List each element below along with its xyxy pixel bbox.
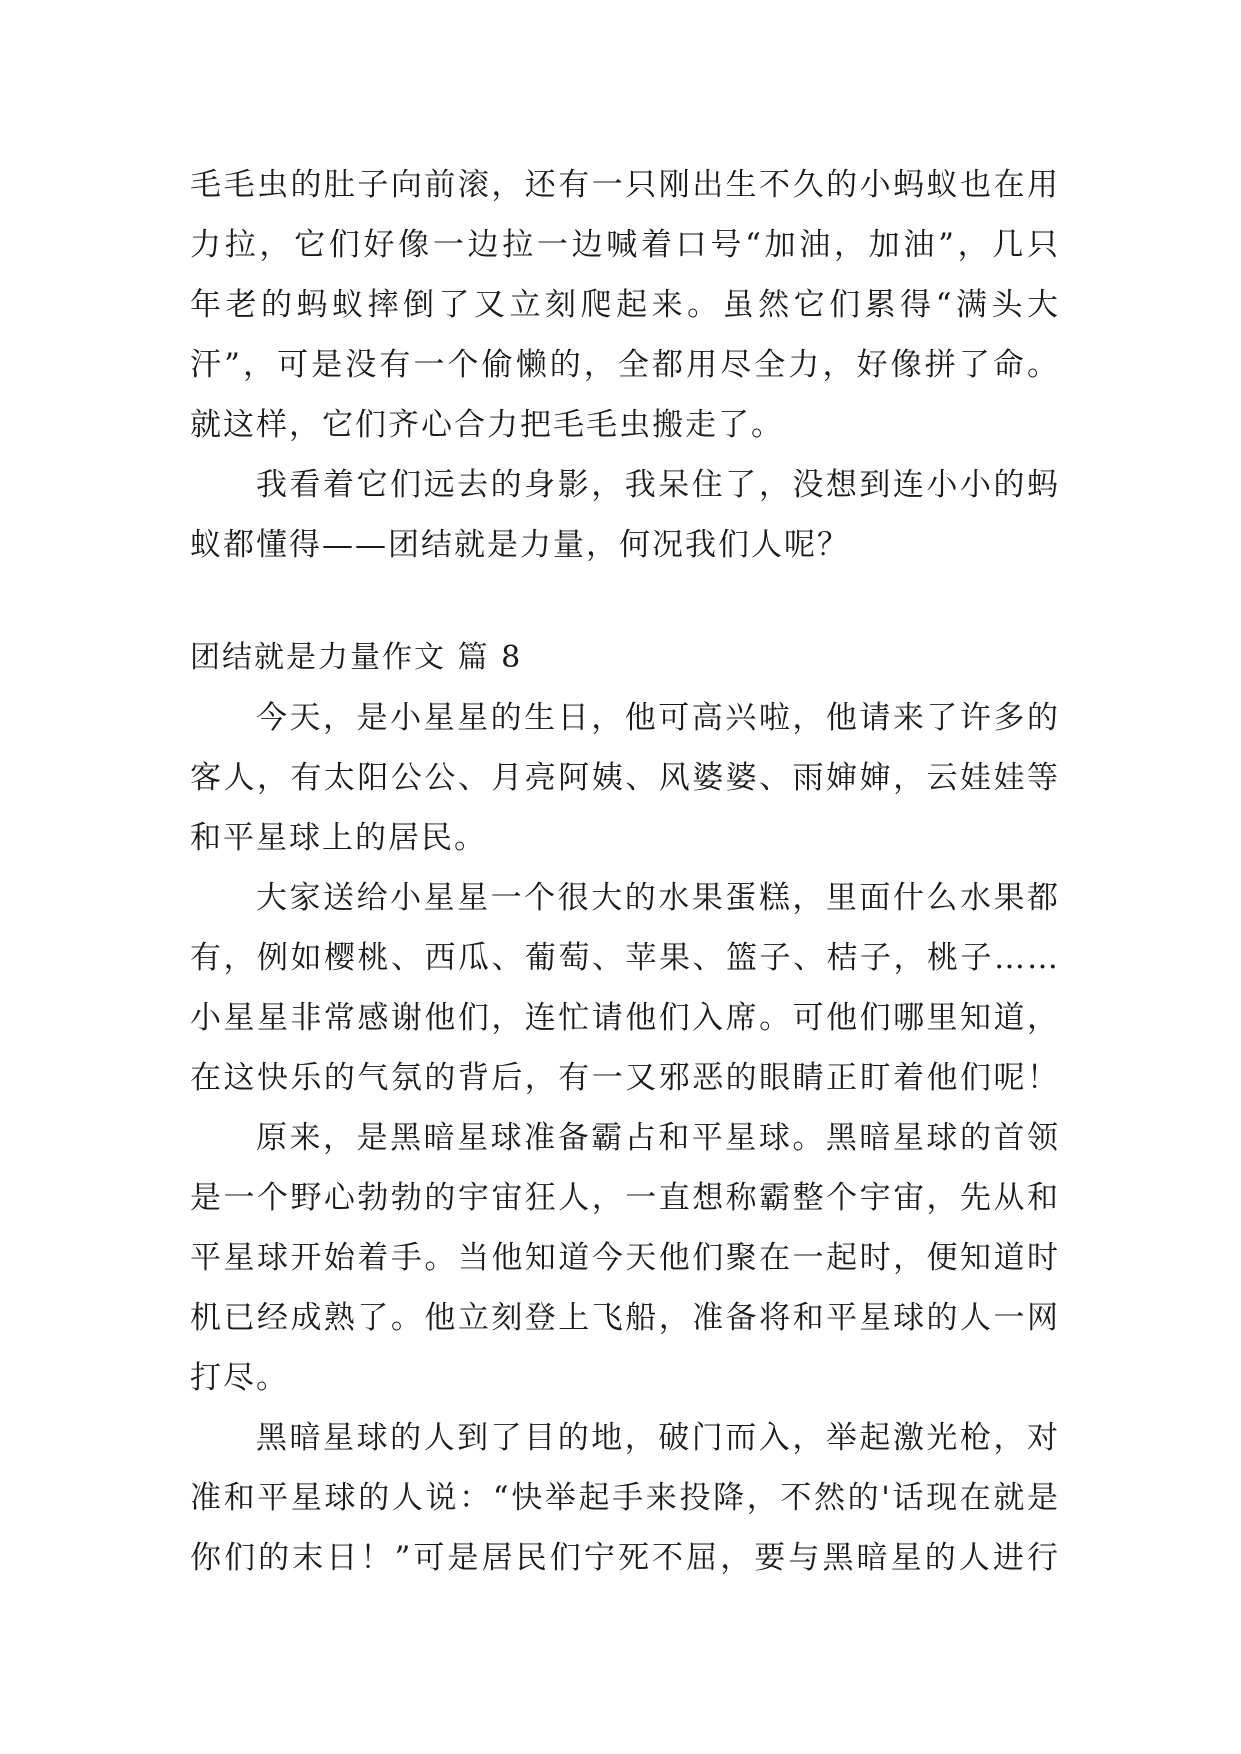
text-line: 有，例如樱桃、西瓜、葡萄、苹果、篮子、桔子，桃子……	[190, 940, 1060, 976]
text-line: 你们的末日！”可是居民们宁死不屈，要与黑暗星的人进行	[190, 1540, 1060, 1576]
section-heading: 团结就是力量作文 篇 8	[190, 640, 523, 675]
text-line: 力拉，它们好像一边拉一边喊着口号“加油，加油”，几只	[190, 227, 1060, 263]
text-line: 蚁都懂得——团结就是力量，何况我们人呢？	[190, 527, 850, 563]
text-line: 就这样，它们齐心合力把毛毛虫搬走了。	[190, 407, 784, 443]
paragraph	[190, 688, 1060, 868]
section-spacer	[190, 575, 1060, 628]
paragraph	[190, 1408, 1060, 1588]
text-line: 年老的蚂蚁摔倒了又立刻爬起来。虽然它们累得“满头大	[190, 287, 1060, 323]
text-line: 原来，是黑暗星球准备霸占和平星球。黑暗星球的首领	[256, 1120, 1060, 1156]
text-line: 汗”，可是没有一个偷懒的，全都用尽全力，好像拼了命。	[190, 347, 1060, 383]
paragraph	[190, 155, 1060, 455]
text-line: 今天，是小星星的生日，他可高兴啦，他请来了许多的	[256, 700, 1060, 736]
text-line: 在这快乐的气氛的背后，有一又邪恶的眼睛正盯着他们呢！	[190, 1060, 1060, 1096]
text-line: 准和平星球的人说：“快举起手来投降，不然的'话现在就是	[190, 1480, 1060, 1516]
text-line: 机已经成熟了。他立刻登上飞船，准备将和平星球的人一网	[190, 1300, 1060, 1336]
text-line: 大家送给小星星一个很大的水果蛋糕，里面什么水果都	[256, 880, 1060, 916]
text-line: 小星星非常感谢他们，连忙请他们入席。可他们哪里知道，	[190, 1000, 1060, 1036]
text-line: 是一个野心勃勃的宇宙狂人，一直想称霸整个宇宙，先从和	[190, 1180, 1060, 1216]
text-line: 毛毛虫的肚子向前滚，还有一只刚出生不久的小蚂蚁也在用	[190, 167, 1060, 203]
text-line: 平星球开始着手。当他知道今天他们聚在一起时，便知道时	[190, 1240, 1060, 1276]
paragraph	[190, 868, 1060, 1108]
text-line: 客人，有太阳公公、月亮阿姨、风婆婆、雨婶婶，云娃娃等	[190, 760, 1060, 796]
text-line: 黑暗星球的人到了目的地，破门而入，举起激光枪，对	[256, 1420, 1060, 1456]
text-line: 我看着它们远去的身影，我呆住了，没想到连小小的蚂	[256, 467, 1060, 503]
text-line: 和平星球上的居民。	[190, 820, 487, 856]
text-line: 打尽。	[190, 1360, 289, 1396]
paragraph	[190, 1108, 1060, 1408]
document-body	[190, 155, 1060, 1588]
paragraph	[190, 455, 1060, 575]
